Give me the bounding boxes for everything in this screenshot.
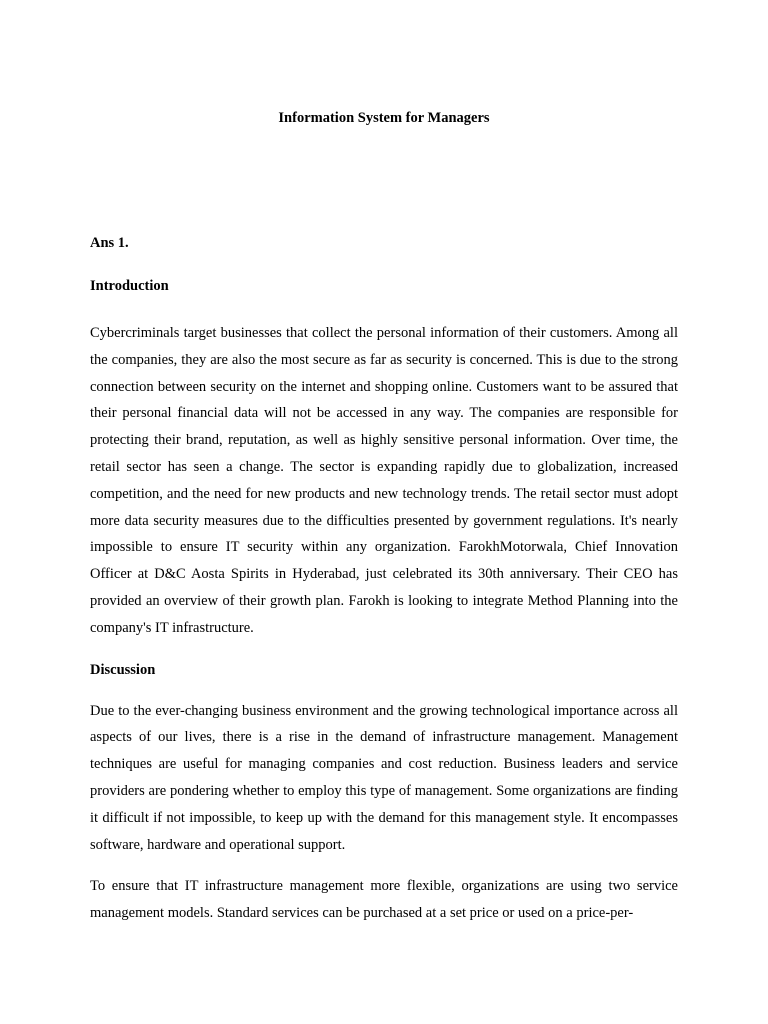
document-body bbox=[90, 233, 678, 927]
answer-label: Ans 1. bbox=[90, 235, 129, 251]
section-heading-introduction: Introduction bbox=[90, 278, 169, 294]
paragraph-discussion-1: Due to the ever-changing business environment and the growing technological importance across all aspects of our lives, there is a rise in the demand of infrastructure management. Management techniques are useful for managing companies and cost reduction. Business leaders and service providers are pondering whether to employ this type of management. Some organizations are finding it difficult if not impossible, to keep up with the demand for this management style. It encompasses software, hardware and operational support. bbox=[90, 702, 678, 853]
paragraph-discussion-2: To ensure that IT infrastructure management more flexible, organizations are using two service management models. Standard services can be purchased at a set price or used on a price-per- bbox=[90, 878, 678, 922]
section-heading-discussion: Discussion bbox=[90, 661, 156, 678]
paragraph-introduction: Cybercriminals target businesses that collect the personal information of their customers. Among all the companies, they are also the most secure as far as security is concerned. This is due to the strong connection between security on the internet and shopping online. Customers want to be assured that their personal financial data will not be accessed in any way. The companies are responsible for protecting their brand, reputation, as well as highly sensitive personal information. Over time, the retail sector has seen a change. The sector is expanding rapidly due to globalization, increased competition, and the need for new products and new technology trends. The retail sector must adopt more data security measures due to the difficulties presented by government regulations. It's nearly impossible to ensure IT security within any organization. FarokhMotorwala, Chief Innovation Officer at D&C Aosta Spirits in Hyderabad, just celebrated its 30th anniversary. Their CEO has provided an overview of their growth plan. Farokh is looking to integrate Method Planning into the company's IT infrastructure. bbox=[90, 325, 678, 636]
document-title: Information System for Managers bbox=[278, 110, 490, 126]
